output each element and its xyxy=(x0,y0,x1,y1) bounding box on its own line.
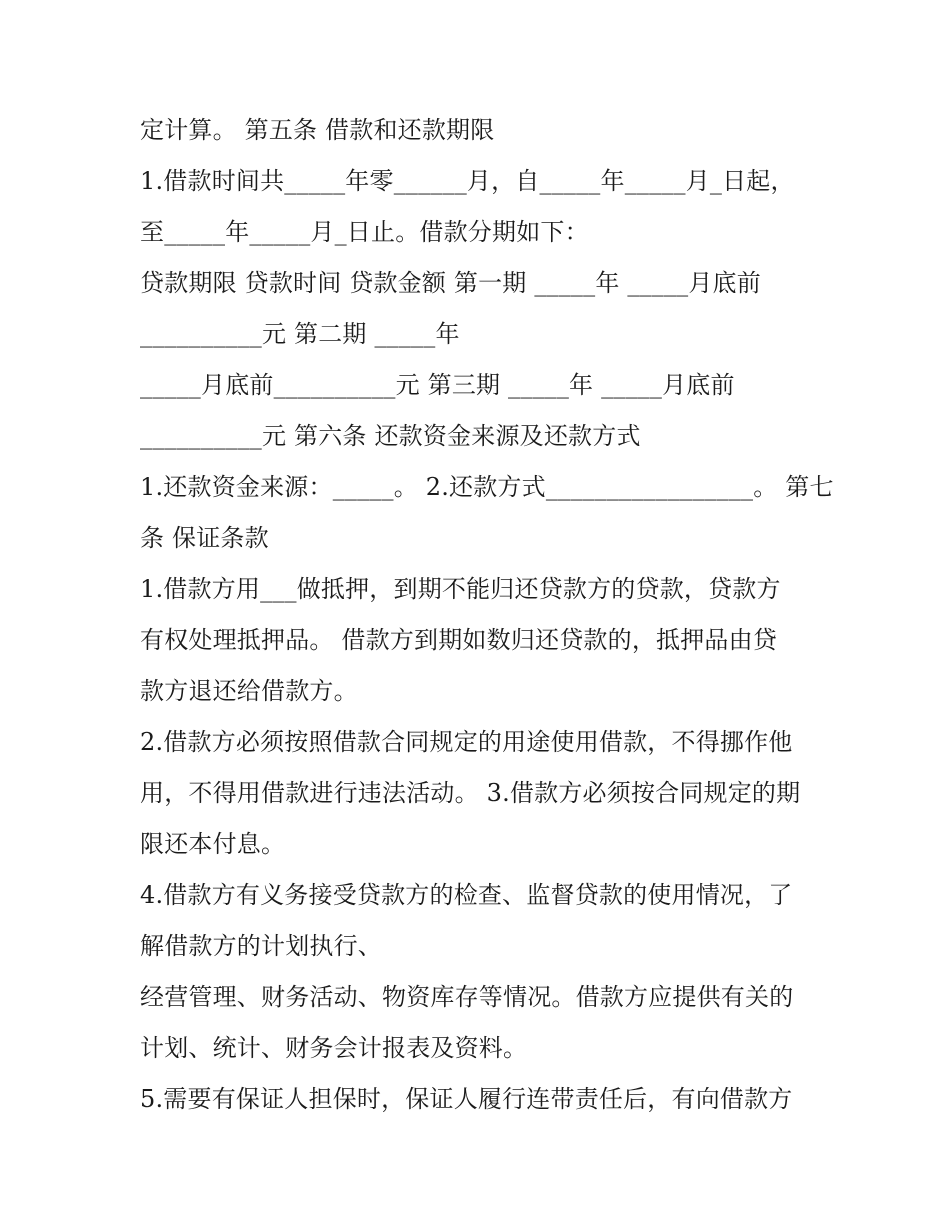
document-body xyxy=(140,105,834,1125)
text-line: 至_____年_____月_日止。借款分期如下： xyxy=(140,218,589,246)
text-line: 1.借款时间共_____年零______月，自_____年_____月_日起， xyxy=(140,167,795,195)
text-line: 1.借款方用___做抵押，到期不能归还贷款方的贷款，贷款方 xyxy=(140,575,781,603)
text-line: 解借款方的计划执行、 xyxy=(140,932,382,960)
text-line: __________元 第六条 还款资金来源及还款方式 xyxy=(140,422,641,450)
text-line: 经营管理、财务活动、物资库存等情况。借款方应提供有关的 xyxy=(140,983,794,1011)
text-line: 贷款期限 贷款时间 贷款金额 第一期 _____年 _____月底前 xyxy=(140,269,761,297)
text-line: 用，不得用借款进行违法活动。 3.借款方必须按合同规定的期 xyxy=(140,779,801,807)
text-line: 2.借款方必须按照借款合同规定的用途使用借款，不得挪作他 xyxy=(140,728,793,756)
text-line: 条 保证条款 xyxy=(140,524,269,552)
text-line: 1.还款资金来源：_____。 2.还款方式_________________。 第七 xyxy=(140,473,834,501)
text-line: 有权处理抵押品。 借款方到期如数归还贷款的，抵押品由贷 xyxy=(140,626,778,654)
text-line: 限还本付息。 xyxy=(140,830,286,858)
text-line: 5.需要有保证人担保时，保证人履行连带责任后，有向借款方 xyxy=(140,1085,793,1113)
text-line: __________元 第二期 _____年 xyxy=(140,320,460,348)
text-line: 款方退还给借款方。 xyxy=(140,677,358,705)
text-line: 4.借款方有义务接受贷款方的检查、监督贷款的使用情况，了 xyxy=(140,881,793,909)
text-line: 定计算。 第五条 借款和还款期限 xyxy=(140,116,495,144)
text-line: _____月底前__________元 第三期 _____年 _____月底前 xyxy=(140,371,735,399)
text-line: 计划、统计、财务会计报表及资料。 xyxy=(140,1034,528,1062)
